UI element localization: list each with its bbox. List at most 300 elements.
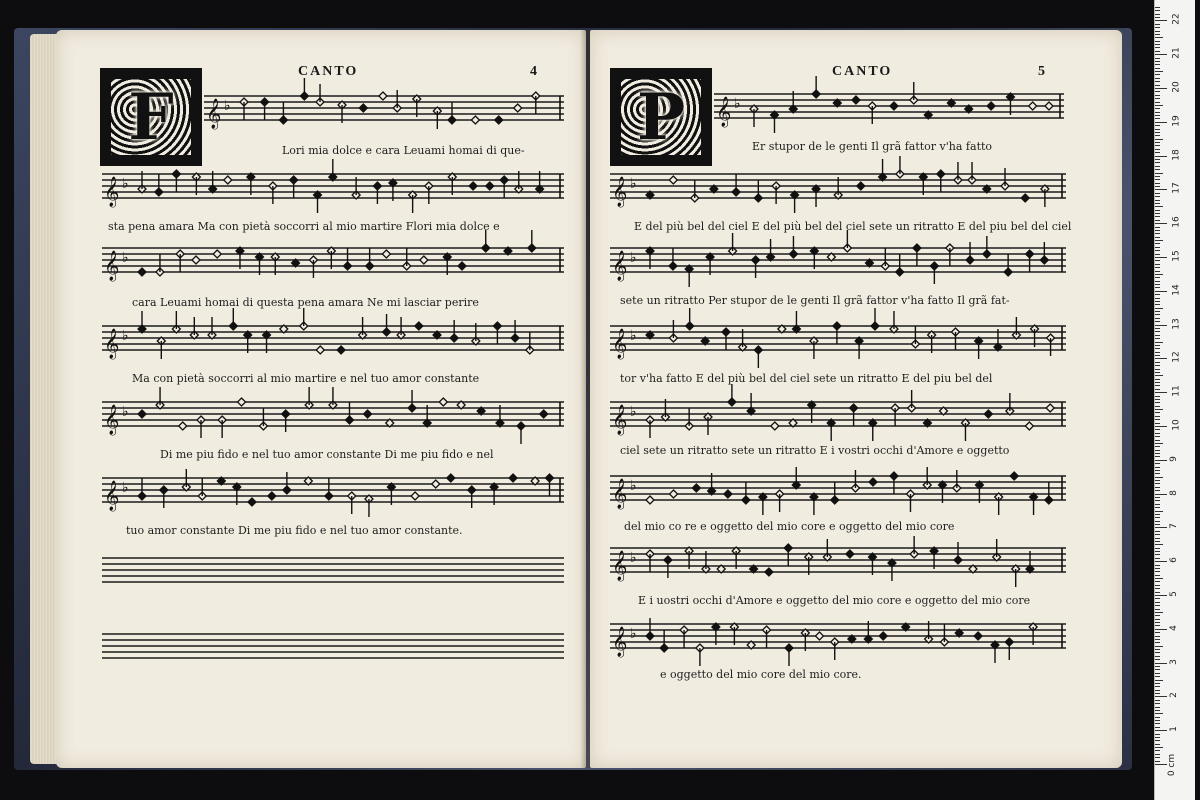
note-head — [160, 486, 168, 508]
note-head — [517, 422, 525, 444]
ruler-mark-label: 4 — [1168, 624, 1179, 631]
note-head — [393, 90, 401, 112]
note-head — [791, 191, 799, 213]
ruler-tick — [1155, 740, 1160, 741]
ruler-tick — [1155, 632, 1160, 633]
music-staff — [102, 168, 564, 207]
note-head — [750, 105, 758, 127]
ruler-tick — [1155, 27, 1160, 28]
ruler-tick — [1155, 646, 1163, 647]
note-head — [993, 539, 1001, 561]
clef-icon: 𝄞 — [104, 177, 120, 207]
note-head — [742, 482, 750, 504]
note-head — [511, 320, 519, 342]
ruler-tick — [1155, 162, 1160, 163]
ruler-tick — [1155, 254, 1160, 255]
note-head — [1006, 393, 1014, 415]
note-head — [754, 346, 762, 368]
music-staff — [610, 242, 1066, 281]
ruler-tick — [1155, 612, 1163, 613]
note-head — [329, 387, 337, 409]
note-head — [1021, 194, 1029, 202]
note-head — [300, 308, 308, 330]
clef-icon: 𝄞 — [104, 405, 120, 435]
note-head — [851, 470, 859, 492]
ruler-tick — [1155, 41, 1160, 42]
ruler-tick — [1155, 338, 1160, 339]
note-head — [669, 176, 677, 184]
note-head — [305, 387, 313, 409]
note-head — [869, 419, 877, 441]
note-head — [229, 308, 237, 330]
ruler-tick — [1155, 754, 1160, 755]
ruler-tick — [1155, 139, 1163, 140]
ruler-tick — [1155, 10, 1160, 11]
left-page — [56, 30, 586, 768]
lyric-line: e oggetto del mio core del mio core. — [660, 668, 862, 681]
note-head — [282, 410, 290, 432]
ruler-tick — [1155, 325, 1167, 326]
note-head — [176, 250, 184, 272]
ruler-tick — [1155, 206, 1163, 207]
ruler-tick — [1155, 565, 1160, 566]
note-head — [728, 384, 736, 406]
ruler-tick — [1155, 625, 1160, 626]
ruler-tick — [1155, 497, 1160, 498]
note-head — [966, 242, 974, 264]
ruler-tick — [1155, 700, 1160, 701]
ruler-mark-label: 3 — [1168, 658, 1179, 665]
ruler-tick — [1155, 247, 1160, 248]
note-head — [1047, 334, 1055, 356]
note-head — [871, 308, 879, 330]
ruler-tick — [1155, 460, 1167, 461]
flat-icon: ♭ — [630, 478, 637, 494]
music-staff — [102, 472, 564, 511]
note-head — [138, 410, 146, 418]
note-head — [1001, 168, 1009, 190]
ruler-tick — [1155, 690, 1160, 691]
ruler-tick — [1155, 125, 1160, 126]
ruler-tick — [1155, 450, 1160, 451]
clef-icon: 𝄞 — [612, 405, 628, 435]
ruler-tick — [1155, 196, 1160, 197]
ruler-tick — [1155, 622, 1160, 623]
note-head — [309, 256, 317, 278]
ruler-tick — [1155, 102, 1160, 103]
clef-icon: 𝄞 — [104, 481, 120, 511]
ruler-tick — [1155, 362, 1160, 363]
ruler-tick — [1155, 544, 1163, 545]
ruler-tick — [1155, 467, 1160, 468]
note-head — [1025, 422, 1033, 430]
running-head: CANTO — [298, 64, 359, 79]
clef-icon: 𝄞 — [612, 251, 628, 281]
note-head — [383, 314, 391, 336]
ruler-tick — [1155, 74, 1160, 75]
lyric-line: E i uostri occhi d'Amore e oggetto del mio core e oggetto del mio core — [638, 594, 1031, 607]
flat-icon: ♭ — [122, 176, 129, 192]
note-head — [911, 326, 919, 348]
ruler-tick — [1155, 237, 1160, 238]
ruler-tick — [1155, 490, 1160, 491]
note-head — [732, 174, 740, 196]
ruler-tick — [1155, 348, 1160, 349]
note-head — [509, 474, 517, 482]
note-head — [408, 390, 416, 412]
ruler-tick — [1155, 328, 1160, 329]
note-head — [772, 182, 780, 204]
note-head — [852, 96, 860, 104]
note-head — [692, 484, 700, 492]
note-head — [789, 236, 797, 258]
note-head — [138, 478, 146, 500]
ruler-tick — [1155, 554, 1160, 555]
ruler-tick — [1155, 129, 1160, 130]
note-head — [155, 174, 163, 196]
note-head — [240, 98, 248, 120]
ruler-tick — [1155, 531, 1160, 532]
ruler-tick — [1155, 34, 1160, 35]
ruler-tick — [1155, 115, 1160, 116]
note-head — [833, 322, 841, 344]
ruler-tick — [1155, 463, 1160, 464]
flat-icon: ♭ — [122, 480, 129, 496]
lyric-line: sete un ritratto Per stupor de le genti Il grã fattor v'ha fatto Il grã fat- — [620, 294, 1010, 307]
ruler-tick — [1155, 88, 1167, 89]
ruler-tick — [1155, 609, 1160, 610]
note-head — [1045, 482, 1053, 504]
ruler-tick — [1155, 240, 1163, 241]
ruler-tick — [1155, 399, 1160, 400]
note-head — [752, 256, 760, 278]
ruler-tick — [1155, 37, 1163, 38]
note-head — [1045, 102, 1053, 110]
note-head — [923, 467, 931, 489]
note-head — [268, 492, 276, 500]
ruler-tick — [1155, 703, 1160, 704]
note-head — [528, 230, 536, 252]
ruler-tick — [1155, 186, 1160, 187]
ruler-mark-label: 9 — [1168, 455, 1179, 462]
note-head — [198, 478, 206, 500]
ruler-tick — [1155, 379, 1160, 380]
note-head — [954, 542, 962, 564]
note-head — [857, 182, 865, 190]
music-staff — [610, 168, 1066, 207]
note-head — [812, 185, 820, 207]
ruler-mark-label: 7 — [1168, 523, 1179, 530]
music-staff — [102, 320, 564, 359]
music-staff — [204, 90, 564, 129]
ruler-tick — [1155, 551, 1160, 552]
ruler-tick — [1155, 304, 1160, 305]
note-head — [669, 320, 677, 342]
lyric-line: Er stupor de le genti Il grã fattor v'ha fatto — [752, 140, 993, 153]
ruler-mark-label: 13 — [1171, 317, 1182, 330]
clef-icon: 𝄞 — [612, 479, 628, 509]
ruler-tick — [1155, 558, 1160, 559]
note-head — [447, 474, 455, 482]
note-head — [891, 404, 899, 426]
ruler-tick — [1155, 521, 1160, 522]
clef-icon: 𝄞 — [612, 551, 628, 581]
ruler-tick — [1155, 287, 1160, 288]
lyric-line: E del più bel del ciel E del più bel del ciel sete un ritratto E del piu bel del ciel — [634, 220, 1072, 233]
ruler-tick — [1155, 85, 1160, 86]
note-head — [337, 346, 345, 354]
note-head — [763, 626, 771, 648]
note-head — [156, 254, 164, 276]
note-head — [983, 236, 991, 258]
note-head — [888, 559, 896, 581]
ruler-tick — [1155, 500, 1160, 501]
ruler-tick — [1155, 713, 1163, 714]
ruler-tick — [1155, 470, 1160, 471]
ruler-tick — [1155, 44, 1160, 45]
note-head — [890, 472, 898, 494]
right-page — [590, 30, 1122, 768]
ruler-tick — [1155, 656, 1160, 657]
note-head — [767, 239, 775, 261]
ruler-tick — [1155, 673, 1160, 674]
running-head: CANTO — [832, 64, 893, 79]
note-head — [364, 410, 372, 418]
ruler-tick — [1155, 352, 1160, 353]
note-head — [831, 638, 839, 660]
ruler-tick — [1155, 619, 1160, 620]
ruler-mark-label: 10 — [1171, 419, 1182, 431]
ruler-tick — [1155, 747, 1163, 748]
ruler-mark-label: 14 — [1171, 284, 1182, 296]
note-head — [646, 550, 654, 572]
note-head — [680, 626, 688, 648]
note-head — [792, 467, 800, 489]
note-head — [411, 492, 419, 500]
note-head — [224, 176, 232, 184]
ruler-mark-label: 22 — [1171, 13, 1182, 26]
note-head — [156, 387, 164, 409]
note-head — [379, 92, 387, 100]
clef-icon: 𝄞 — [104, 329, 120, 359]
note-head — [469, 182, 477, 190]
note-head — [937, 170, 945, 192]
note-head — [846, 550, 854, 558]
ruler-tick — [1155, 575, 1160, 576]
lyric-line: Ma con pietà soccorri al mio martire e nel tuo amor constante — [132, 372, 480, 385]
ruler-tick — [1155, 210, 1160, 211]
ruler-tick — [1155, 456, 1160, 457]
music-staff — [102, 242, 564, 281]
ruler-tick — [1155, 365, 1160, 366]
ruler-tick — [1155, 409, 1163, 410]
flat-icon: ♭ — [122, 328, 129, 344]
note-head — [691, 180, 699, 202]
ruler-tick — [1155, 91, 1160, 92]
note-head — [722, 328, 730, 350]
ruler-tick — [1155, 54, 1167, 55]
ruler-tick — [1155, 284, 1160, 285]
flat-icon: ♭ — [734, 96, 741, 112]
ruler-mark-label: 12 — [1171, 351, 1182, 364]
note-head — [869, 478, 877, 486]
note-head — [987, 102, 995, 110]
music-staff — [610, 396, 1066, 435]
ruler-tick — [1155, 118, 1160, 119]
ruler-tick — [1155, 149, 1160, 150]
note-head — [930, 262, 938, 284]
decorated-initial — [100, 68, 202, 166]
note-head — [486, 182, 494, 190]
note-head — [1046, 404, 1054, 412]
measuring-ruler — [1154, 0, 1195, 800]
note-head — [850, 404, 858, 426]
note-head — [890, 311, 898, 333]
ruler-tick — [1155, 477, 1163, 478]
flat-icon: ♭ — [630, 176, 637, 192]
note-head — [432, 480, 440, 488]
note-head — [1010, 472, 1018, 480]
ruler-tick — [1155, 274, 1163, 275]
ruler-tick — [1155, 20, 1167, 21]
note-head — [646, 618, 654, 640]
ruler-tick — [1155, 331, 1160, 332]
ruler-tick — [1155, 95, 1160, 96]
note-head — [329, 159, 337, 181]
ruler-tick — [1155, 267, 1160, 268]
ruler-tick — [1155, 538, 1160, 539]
lyric-line: tor v'ha fatto E del più bel del ciel sete un ritratto E del piu bel del — [620, 372, 993, 385]
ruler-tick — [1155, 578, 1163, 579]
note-head — [290, 176, 298, 198]
note-head — [397, 317, 405, 339]
ruler-tick — [1155, 169, 1160, 170]
ruler-mark-label: 19 — [1171, 115, 1182, 127]
note-head — [954, 162, 962, 184]
ruler-tick — [1155, 734, 1160, 735]
note-head — [910, 82, 918, 104]
lyric-line: ciel sete un ritratto sete un ritratto E i vostri occhi d'Amore e oggetto — [620, 444, 1010, 457]
note-head — [1012, 565, 1020, 587]
ruler-tick — [1155, 189, 1167, 190]
note-head — [685, 408, 693, 430]
ruler-tick — [1155, 571, 1160, 572]
ruler-tick — [1155, 321, 1160, 322]
note-head — [1041, 185, 1049, 207]
note-head — [951, 328, 959, 350]
note-head — [991, 641, 999, 663]
note-head — [729, 233, 737, 255]
note-head — [269, 182, 277, 204]
ruler-mark-label: 18 — [1171, 148, 1182, 161]
note-head — [348, 492, 356, 514]
note-head — [855, 337, 863, 359]
ruler-tick — [1155, 534, 1160, 535]
ruler-mark-label: 16 — [1171, 216, 1182, 228]
ruler-tick — [1155, 615, 1160, 616]
note-head — [425, 182, 433, 204]
ruler-tick — [1155, 727, 1160, 728]
ruler-tick — [1155, 649, 1160, 650]
note-head — [471, 116, 479, 124]
ruler-tick — [1155, 291, 1167, 292]
ruler-tick — [1155, 216, 1160, 217]
ruler-tick — [1155, 98, 1160, 99]
note-head — [831, 482, 839, 504]
ruler-tick — [1155, 440, 1160, 441]
note-head — [704, 413, 712, 435]
ruler-tick — [1155, 433, 1160, 434]
note-head — [493, 322, 501, 344]
note-head — [765, 568, 773, 576]
ruler-tick — [1155, 696, 1167, 697]
note-head — [868, 102, 876, 124]
ruler-tick — [1155, 669, 1160, 670]
ruler-tick — [1155, 260, 1160, 261]
note-head — [968, 162, 976, 184]
note-head — [827, 419, 835, 441]
note-head — [906, 490, 914, 512]
note-head — [784, 544, 792, 566]
note-head — [238, 398, 246, 406]
note-head — [359, 317, 367, 339]
ruler-tick — [1155, 412, 1160, 413]
ruler-tick — [1155, 629, 1167, 630]
note-head — [1030, 493, 1038, 515]
ruler-tick — [1155, 78, 1160, 79]
ruler-tick — [1155, 514, 1160, 515]
ruler-tick — [1155, 58, 1160, 59]
note-head — [314, 191, 322, 213]
note-head — [896, 254, 904, 276]
ruler-tick — [1155, 385, 1160, 386]
ruler-tick — [1155, 602, 1160, 603]
initial-letter: P — [636, 79, 686, 155]
note-head — [879, 159, 887, 181]
ruler-tick — [1155, 541, 1160, 542]
note-head — [138, 268, 146, 276]
flat-icon: ♭ — [630, 626, 637, 642]
clef-icon: 𝄞 — [716, 97, 732, 127]
ruler-tick — [1155, 666, 1160, 667]
ruler-tick — [1155, 105, 1163, 106]
ruler-tick — [1155, 152, 1160, 153]
ruler-tick — [1155, 51, 1160, 52]
ruler-tick — [1155, 595, 1167, 596]
ruler-tick — [1155, 223, 1167, 224]
note-head — [890, 102, 898, 110]
flat-icon: ♭ — [630, 250, 637, 266]
ruler-tick — [1155, 200, 1160, 201]
note-head — [1040, 242, 1048, 264]
note-head — [984, 410, 992, 418]
ruler-tick — [1155, 220, 1160, 221]
ruler-tick — [1155, 112, 1160, 113]
ruler-tick — [1155, 483, 1160, 484]
ruler-tick — [1155, 605, 1160, 606]
note-head — [433, 107, 441, 129]
ruler-mark-label: 15 — [1171, 250, 1182, 262]
page-edges — [30, 34, 58, 764]
note-head — [448, 102, 456, 124]
clef-icon: 𝄞 — [206, 99, 222, 129]
ruler-tick — [1155, 663, 1167, 664]
ruler-tick — [1155, 446, 1160, 447]
note-head — [495, 116, 503, 124]
ruler-tick — [1155, 61, 1160, 62]
ruler-tick — [1155, 761, 1160, 762]
note-head — [172, 311, 180, 333]
